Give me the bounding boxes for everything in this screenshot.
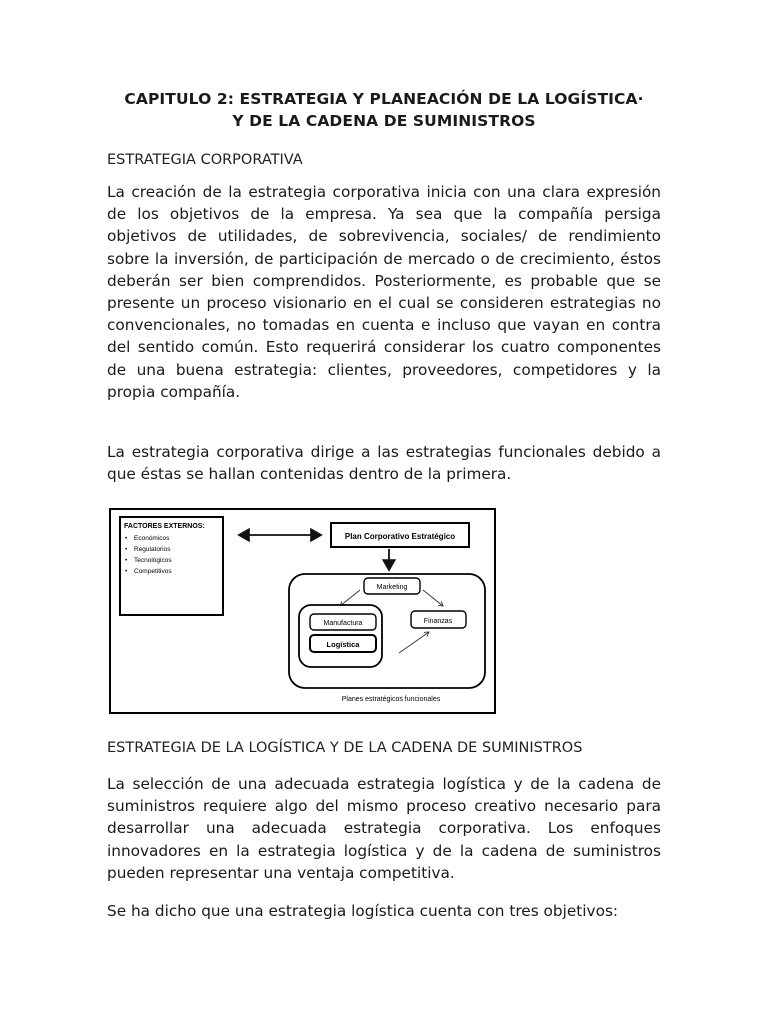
paragraph-functional-strategies: La estrategia corporativa dirige a las estrategias funcionales debido a que éstas se hallan contenidas dentro de la primera. (107, 443, 661, 484)
paragraph-corporate-strategy: La creación de la estrategia corporativa inicia con una clara expresión de los objetivos de la empresa. Ya sea que la compañía persiga objetivos de utilidades, de sobrevivencia, sociales/ de rendimiento sobre la inversión, de participación de mercado o de crecimiento, éstos deberán ser bien comprendidos. Posteriormente, es probable que se presente un proceso visionario en el cual se consideren estrategias no convencionales, no tomadas en cuenta e incluso que vayan en contra del sentido común. Esto requerirá considerar los cuatro componentes de una buena estrategia: clientes, proveedores, competidores y la propia compañía. (107, 183, 661, 401)
document-page (107, 88, 661, 920)
bullet-1-icon: • (125, 535, 128, 542)
marketing-label: Marketing (376, 584, 408, 591)
paragraph-three-objectives: Se ha dicho que una estrategia logística cuenta con tres objetivos: (107, 902, 619, 920)
bullet-4-icon: • (125, 568, 128, 575)
external-item-1: Económicos (134, 535, 170, 542)
external-item-2: Regulatorios (134, 546, 171, 553)
section-heading-corporate-strategy: ESTRATEGIA CORPORATIVA (107, 152, 303, 168)
plan-label: Plan Corporativo Estratégico (344, 532, 456, 541)
paragraph-logistics-strategy: La selección de una adecuada estrategia logística y de la cadena de suministros requiere algo del mismo proceso creativo necesario para desarrollar una adecuada estrategia corporativa. Los enfoques innovadores en la estrategia logística y de la cadena de suministros pueden representar una ventaja competitiva. (107, 775, 661, 882)
manufactura-label: Manufactura (323, 620, 363, 627)
chapter-title-line-2: Y DE LA CADENA DE SUMINISTROS (232, 112, 536, 130)
chapter-title-line-1: CAPITULO 2: ESTRATEGIA Y PLANEACIÓN DE LA LOGÍSTICA· (124, 90, 644, 108)
chapter-title (107, 88, 661, 132)
bullet-2-icon: • (125, 546, 128, 553)
functional-plans-label: Planes estratégicos funcionales (341, 696, 441, 703)
external-item-3: Tecnológicos (134, 557, 172, 564)
external-factors-title: FACTORES EXTERNOS: (124, 523, 205, 530)
external-factors-box (120, 517, 223, 615)
logistica-label: Logística (326, 640, 360, 649)
section-heading-logistics-strategy: ESTRATEGIA DE LA LOGÍSTICA Y DE LA CADENA DE SUMINISTROS (107, 740, 583, 756)
external-item-4: Competitivos (134, 568, 172, 575)
strategy-diagram (109, 508, 496, 714)
finanzas-label: Finanzas (423, 618, 453, 625)
strategy-diagram-svg (109, 508, 496, 714)
bullet-3-icon: • (125, 557, 128, 564)
